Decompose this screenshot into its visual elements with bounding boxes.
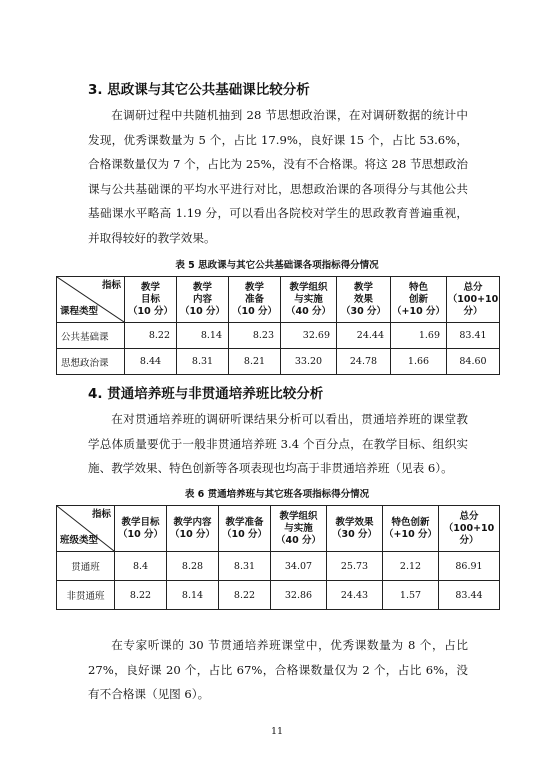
table-cell: 8.22 [219,581,271,610]
table-6-header-total: 总分 （100+10 分） [439,506,500,552]
table-cell: 84.60 [447,349,500,375]
table-5-header-innovation: 特色 创新 （+10 分） [391,277,447,323]
table-cell: 86.91 [439,552,500,581]
table-5-header-preparation: 教学 准备 （10 分） [229,277,281,323]
table-6-header-content: 教学内容 （10 分） [167,506,219,552]
table-5-header-effect: 教学 效果 （30 分） [337,277,391,323]
page-number: 11 [270,726,284,737]
table-cell: 24.43 [327,581,383,610]
table-cell: 1.57 [383,581,439,610]
table-row [57,581,500,610]
table-cell: 8.22 [115,581,167,610]
section-4-heading: 4. 贯通培养班与非贯通培养班比较分析 [88,386,324,402]
table-5-header-total: 总分 （100+10 分） [447,277,500,323]
closing-paragraph-text: 在专家听课的 30 节贯通培养班课堂中，优秀课数量为 8 个，占比 27%，良好课 20 个，占比 67%，合格课数量仅为 2 个，占比 6%，没有不合格课（见图 6）。 [88,638,468,702]
section-4-paragraph [88,407,468,481]
table-5-corner-cell [57,277,125,323]
corner-label-course-type: 课程类型 [60,306,99,317]
closing-paragraph [88,633,468,707]
table-cell: 32.69 [281,323,337,349]
section-4-paragraph-text: 在对贯通培养班的调研听课结果分析可以看出，贯通培养班的课堂教学总体质量要优于一般非贯通培养班 3.4 个百分点，在教学目标、组织实施、教学效果、特色创新等各项表现也均高于非贯通培养班（见表 6）。 [88,412,468,476]
table-6-header-organization: 教学组织 与实施 （40 分） [271,506,327,552]
corner-label-indicator: 指标 [101,280,121,291]
table-6-header-effect: 教学效果 （30 分） [327,506,383,552]
table-cell: 8.31 [219,552,271,581]
table-cell: 8.28 [167,552,219,581]
table-cell: 8.44 [125,349,177,375]
table-cell: 34.07 [271,552,327,581]
table-6-caption: 表 6 贯通培养班与其它班各项指标得分情况 [184,489,370,500]
table-cell: 8.14 [167,581,219,610]
table-cell: 24.78 [337,349,391,375]
section-3-paragraph-text: 在调研过程中共随机抽到 28 节思想政治课，在对调研数据的统计中发现，优秀课数量为 5 个，占比 17.9%，良好课 15 个，占比 53.6%，合格课数量仅为 7 个，占比为 25%，没有不合格课。将这 28 节思想政治课与公共基础课的平均水平进行对比，思想政治课的各项得分与其他公共基础课水平略高 1.19 分，可以看出各院校对学生的思政教育普遍重视，并取得较好的教学效果。 [88,108,468,245]
table-cell: 25.73 [327,552,383,581]
table-row [57,323,500,349]
table-row [57,552,500,581]
table-5-header-organization: 教学组织 与实施 （40 分） [281,277,337,323]
corner-label-class-type: 班级类型 [60,535,99,546]
corner-label-indicator: 指标 [91,509,111,520]
row-label: 非贯通班 [57,581,115,610]
table-cell: 8.21 [229,349,281,375]
row-label: 贯通班 [57,552,115,581]
table-cell: 83.44 [439,581,500,610]
row-label: 公共基础课 [57,323,125,349]
table-cell: 33.20 [281,349,337,375]
table-6-header-preparation: 教学准备 （10 分） [219,506,271,552]
table-6-corner-cell [57,506,115,552]
table-cell: 32.86 [271,581,327,610]
section-3-paragraph [88,103,468,251]
table-cell: 8.4 [115,552,167,581]
table-cell: 1.69 [391,323,447,349]
table-cell: 8.23 [229,323,281,349]
table-6-header-objective: 教学目标 （10 分） [115,506,167,552]
table-5-header-objective: 教学 目标 （10 分） [125,277,177,323]
table-cell: 8.22 [125,323,177,349]
table-6-header-innovation: 特色创新 （+10 分） [383,506,439,552]
table-row [57,349,500,375]
table-cell: 24.44 [337,323,391,349]
table-cell: 2.12 [383,552,439,581]
table-cell: 1.66 [391,349,447,375]
table-cell: 8.14 [177,323,229,349]
table-5-caption: 表 5 思政课与其它公共基础课各项指标得分情况 [175,260,379,271]
table-cell: 83.41 [447,323,500,349]
table-5-header-content: 教学 内容 （10 分） [177,277,229,323]
table-6 [56,505,500,610]
table-5 [56,276,500,375]
table-cell: 8.31 [177,349,229,375]
section-3-heading: 3. 思政课与其它公共基础课比较分析 [88,82,310,98]
row-label: 思想政治课 [57,349,125,375]
